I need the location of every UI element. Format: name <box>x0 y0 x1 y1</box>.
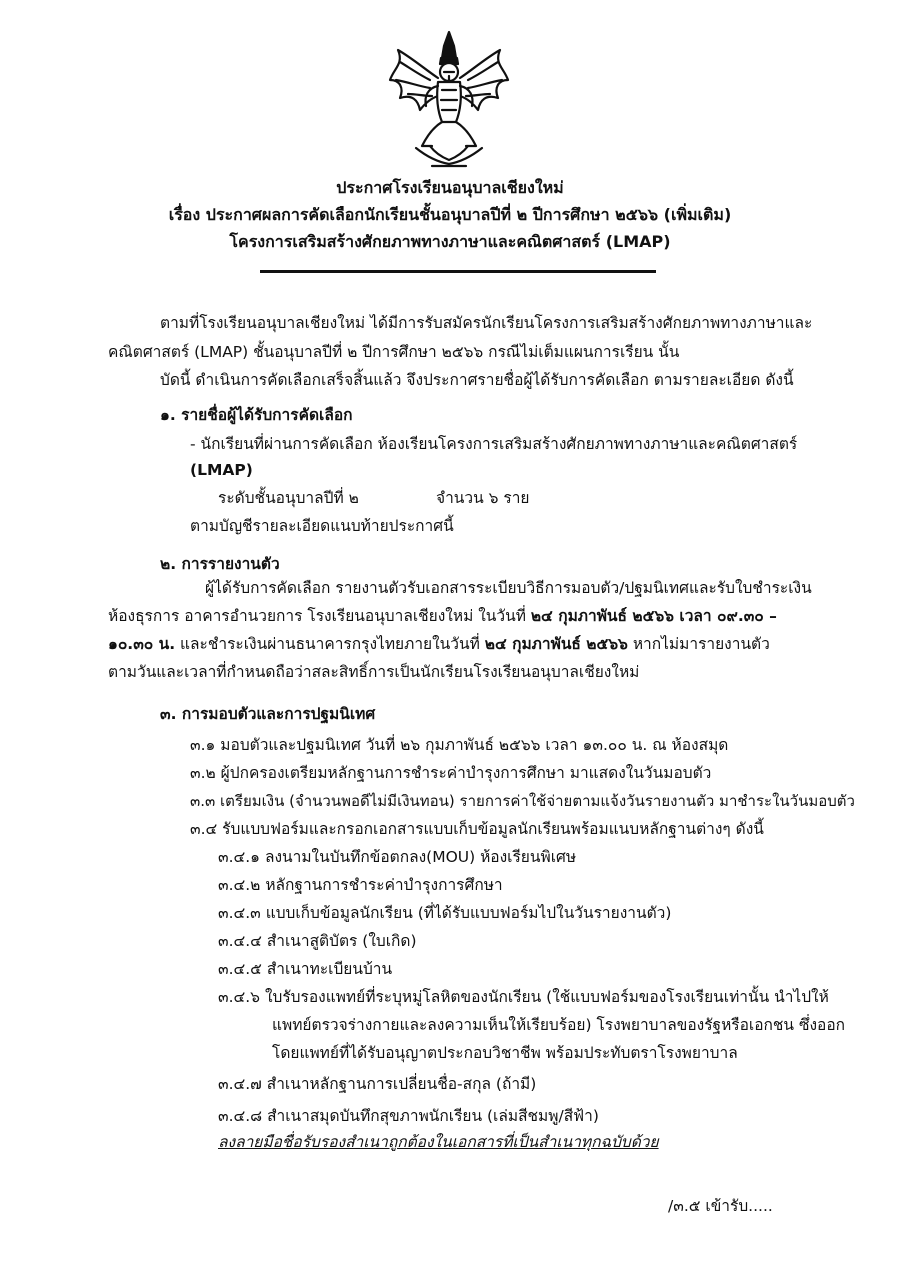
section-3-item: ๓.๑ มอบตัวและปฐมนิเทศ วันที่ ๒๖ กุมภาพันธ์ ๒๕๖๖ เวลา ๑๓.๐๐ น. ณ ห้องสมุด <box>190 736 729 754</box>
section-3-item: ๓.๓ เตรียมเงิน (จำนวนพอดีไม่มีเงินทอน) รายการค่าใช้จ่ายตามแจ้งวันรายงานตัว มาชำระในวันมอบตัว <box>190 792 855 810</box>
section-1-heading: ๑. รายชื่อผู้ได้รับการคัดเลือก <box>160 406 353 424</box>
section-1-count: จำนวน ๖ ราย <box>436 489 530 507</box>
certify-copies-note: ลงลายมือชื่อรับรองสำเนาถูกต้องในเอกสารที่เป็นสำเนาทุกฉบับด้วย <box>218 1133 659 1151</box>
section-2-text: ห้องธุรการ อาคารอำนวยการ โรงเรียนอนุบาลเชียงใหม่ ในวันที่ <box>108 607 531 625</box>
report-time: เวลา ๐๙.๓๐ – <box>674 607 777 625</box>
report-date: ๒๔ กุมภาพันธ์ ๒๕๖๖ <box>530 607 675 625</box>
section-3-subitem: ๓.๔.๒ หลักฐานการชำระค่าบำรุงการศึกษา <box>218 876 503 894</box>
section-3-item: ๓.๔ รับแบบฟอร์มและกรอกเอกสารแบบเก็บข้อมูลนักเรียนพร้อมแนบหลักฐานต่างๆ ดังนี้ <box>190 820 764 838</box>
report-time-end: ๑๐.๓๐ น. <box>108 635 176 653</box>
section-3-heading: ๓. การมอบตัวและการปฐมนิเทศ <box>160 705 376 723</box>
section-3-subitem: ๓.๔.๘ สำเนาสมุดบันทึกสุขภาพนักเรียน (เล่มสีชมพู/สีฟ้า) <box>218 1107 599 1125</box>
section-2-heading: ๒. การรายงานตัว <box>160 555 280 573</box>
section-3-subitem: ๓.๔.๑ ลงนามในบันทึกข้อตกลง(MOU) ห้องเรียนพิเศษ <box>218 848 577 866</box>
header-divider <box>260 270 656 273</box>
section-3-subitem: ๓.๔.๖ ใบรับรองแพทย์ที่ระบุหมู่โลหิตของนักเรียน (ใช้แบบฟอร์มของโรงเรียนเท่านั้น นำไปให้ <box>218 988 829 1006</box>
section-3-subitem-cont: โดยแพทย์ที่ได้รับอนุญาตประกอบวิชาชีพ พร้อมประทับตราโรงพยาบาล <box>272 1044 738 1062</box>
payment-date: ๒๔ กุมภาพันธ์ ๒๕๖๖ <box>484 635 628 653</box>
section-3-subitem: ๓.๔.๗ สำเนาหลักฐานการเปลี่ยนชื่อ-สกุล (ถ้ามี) <box>218 1075 537 1093</box>
section-1-bullet: - นักเรียนที่ผ่านการคัดเลือก ห้องเรียนโครงการเสริมสร้างศักยภาพทางภาษาและคณิตศาสตร์ <box>190 435 798 453</box>
section-3-subitem: ๓.๔.๕ สำเนาทะเบียนบ้าน <box>218 960 393 978</box>
section-1-level: ระดับชั้นอนุบาลปีที่ ๒ <box>218 489 359 507</box>
section-3-subitem: ๓.๔.๔ สำเนาสูติบัตร (ใบเกิด) <box>218 932 417 950</box>
header-subject: เรื่อง ประกาศผลการคัดเลือกนักเรียนชั้นอนุบาลปีที่ ๒ ปีการศึกษา ๒๕๖๖ (เพิ่มเติม) <box>168 205 732 224</box>
section-3-item: ๓.๒ ผู้ปกครองเตรียมหลักฐานการชำระค่าบำรุงการศึกษา มาแสดงในวันมอบตัว <box>190 764 712 782</box>
section-2-text: และชำระเงินผ่านธนาคารกรุงไทยภายในวันที่ <box>175 635 485 653</box>
section-3-subitem-cont: แพทย์ตรวจร่างกายและลงความเห็นให้เรียบร้อย) โรงพยาบาลของรัฐหรือเอกชน ซึ่งออก <box>272 1016 846 1034</box>
intro-paragraph-line: ตามที่โรงเรียนอนุบาลเชียงใหม่ ได้มีการรับสมัครนักเรียนโครงการเสริมสร้างศักยภาพทางภาษาและ <box>160 314 813 332</box>
section-3-subitem: ๓.๔.๓ แบบเก็บข้อมูลนักเรียน (ที่ได้รับแบบฟอร์มไปในวันรายงานตัว) <box>218 904 672 922</box>
section-2-line <box>108 605 777 627</box>
section-2-text: หากไม่มารายงานตัว <box>627 635 770 653</box>
garuda-emblem-icon <box>386 28 512 168</box>
intro-paragraph-line: คณิตศาสตร์ (LMAP) ชั้นอนุบาลปีที่ ๒ ปีการศึกษา ๒๕๖๖ กรณีไม่เต็มแผนการเรียน นั้น <box>108 343 680 361</box>
section-2-line: ผู้ได้รับการคัดเลือก รายงานตัวรับเอกสารระเบียบวิธีการมอบตัว/ปฐมนิเทศและรับใบชำระเงิน <box>205 579 812 597</box>
section-1-bullet-cont: (LMAP) <box>190 461 253 479</box>
header-project: โครงการเสริมสร้างศักยภาพทางภาษาและคณิตศาสตร์ (LMAP) <box>229 232 671 251</box>
section-1-note: ตามบัญชีรายละเอียดแนบท้ายประกาศนี้ <box>190 517 454 535</box>
continuation-marker: /๓.๕ เข้ารับ..... <box>668 1197 773 1215</box>
intro-paragraph-line: บัดนี้ ดำเนินการคัดเลือกเสร็จสิ้นแล้ว จึงประกาศรายชื่อผู้ได้รับการคัดเลือก ตามรายละเอียด ดังนี้ <box>160 371 794 389</box>
header-title: ประกาศโรงเรียนอนุบาลเชียงใหม่ <box>336 178 564 197</box>
section-2-line: ตามวันและเวลาที่กำหนดถือว่าสละสิทธิ์การเป็นนักเรียนโรงเรียนอนุบาลเชียงใหม่ <box>108 663 640 681</box>
section-2-line <box>108 633 770 655</box>
